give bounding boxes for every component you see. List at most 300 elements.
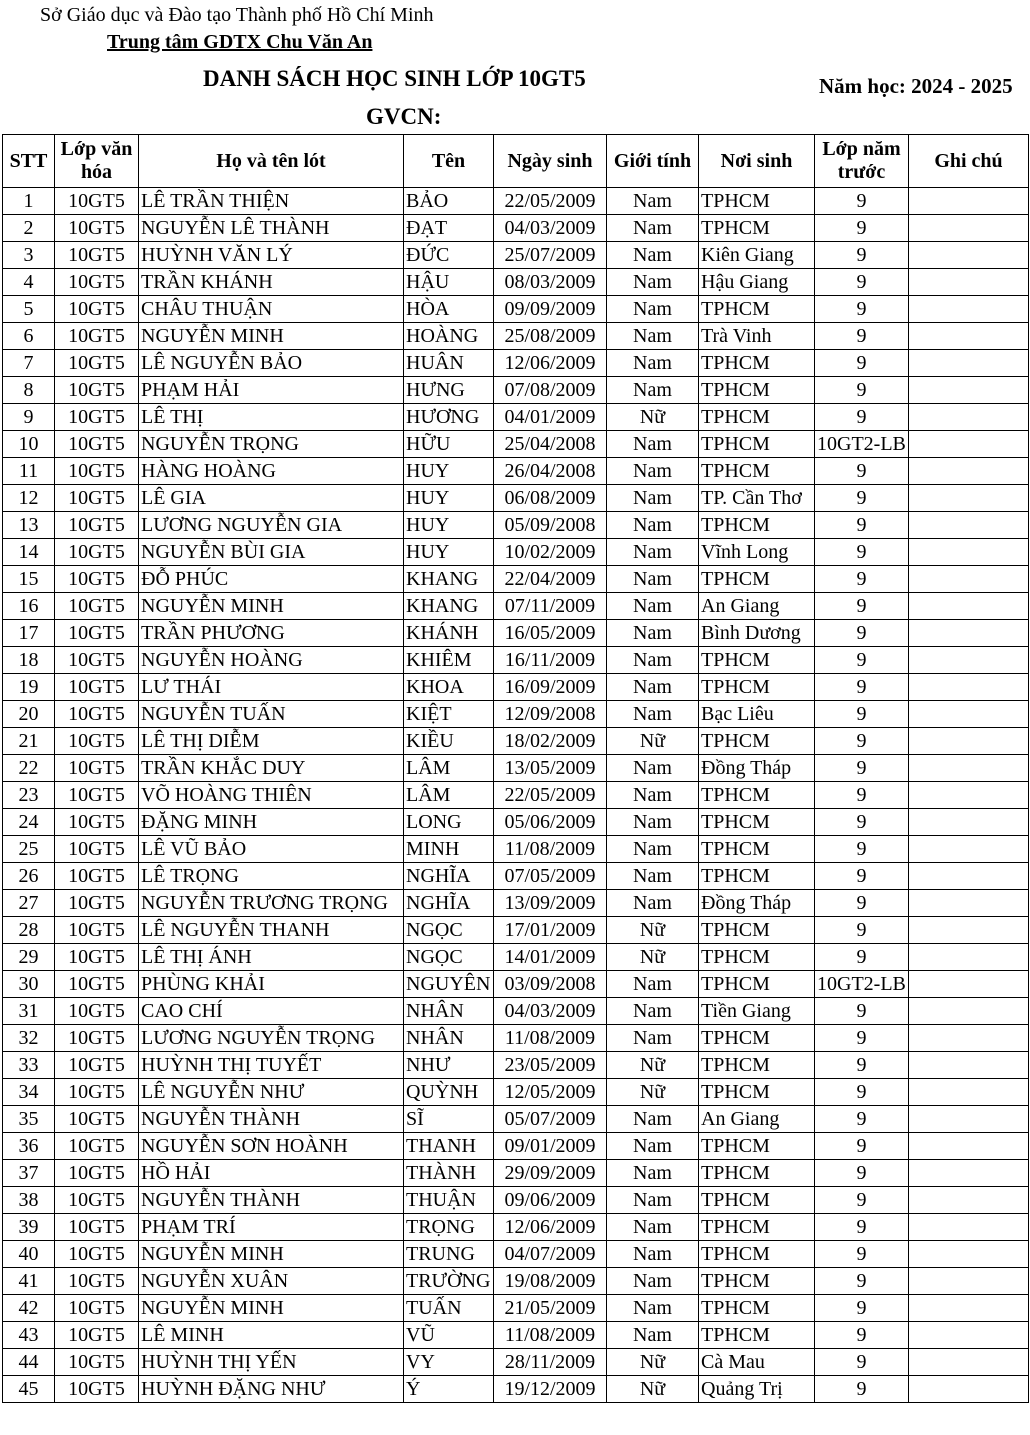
cell-birthplace: Tiền Giang: [699, 998, 815, 1025]
school-year: Năm học: 2024 - 2025: [819, 74, 1013, 98]
cell-gender: Nam: [607, 296, 699, 323]
cell-notes: [909, 701, 1029, 728]
cell-stt: 11: [3, 458, 55, 485]
cell-class: 10GT5: [55, 674, 139, 701]
cell-notes: [909, 323, 1029, 350]
table-row: [3, 458, 1029, 485]
center-name: Trung tâm GDTX Chu Văn An: [107, 31, 373, 53]
cell-class: 10GT5: [55, 1241, 139, 1268]
cell-notes: [909, 728, 1029, 755]
table-row: [3, 404, 1029, 431]
cell-notes: [909, 998, 1029, 1025]
table-row: [3, 188, 1029, 215]
cell-birthplace: TPHCM: [699, 728, 815, 755]
table-row: [3, 836, 1029, 863]
table-row: [3, 242, 1029, 269]
cell-birthplace: Bình Dương: [699, 620, 815, 647]
cell-previous-class: 9: [815, 1376, 909, 1403]
cell-notes: [909, 512, 1029, 539]
table-row: [3, 890, 1029, 917]
cell-gender: Nam: [607, 701, 699, 728]
cell-gender: Nam: [607, 620, 699, 647]
cell-previous-class: 9: [815, 701, 909, 728]
table-body: [3, 188, 1029, 1403]
cell-stt: 9: [3, 404, 55, 431]
cell-notes: [909, 242, 1029, 269]
table-row: [3, 1160, 1029, 1187]
cell-previous-class: 9: [815, 836, 909, 863]
cell-stt: 27: [3, 890, 55, 917]
cell-notes: [909, 1376, 1029, 1403]
table-row: [3, 728, 1029, 755]
table-row: [3, 1295, 1029, 1322]
cell-class: 10GT5: [55, 647, 139, 674]
table-row: [3, 215, 1029, 242]
table-row: [3, 1106, 1029, 1133]
cell-class: 10GT5: [55, 269, 139, 296]
cell-previous-class: 9: [815, 269, 909, 296]
cell-surname: TRẦN KHÁNH: [139, 269, 404, 296]
cell-notes: [909, 1052, 1029, 1079]
cell-surname: ĐỖ PHÚC: [139, 566, 404, 593]
cell-birthplace: TPHCM: [699, 350, 815, 377]
cell-previous-class: 9: [815, 1025, 909, 1052]
cell-notes: [909, 485, 1029, 512]
cell-stt: 38: [3, 1187, 55, 1214]
cell-given-name: HOÀNG: [404, 323, 494, 350]
cell-stt: 28: [3, 917, 55, 944]
cell-previous-class: 9: [815, 296, 909, 323]
cell-surname: LƯƠNG NGUYỄN TRỌNG: [139, 1025, 404, 1052]
cell-birthplace: TPHCM: [699, 1295, 815, 1322]
cell-given-name: HUY: [404, 485, 494, 512]
cell-surname: NGUYỄN THÀNH: [139, 1187, 404, 1214]
cell-stt: 32: [3, 1025, 55, 1052]
cell-birthplace: TPHCM: [699, 809, 815, 836]
cell-birthdate: 19/08/2009: [494, 1268, 607, 1295]
cell-class: 10GT5: [55, 1025, 139, 1052]
cell-notes: [909, 458, 1029, 485]
cell-stt: 13: [3, 512, 55, 539]
cell-birthplace: An Giang: [699, 593, 815, 620]
cell-previous-class: 9: [815, 566, 909, 593]
cell-previous-class: 9: [815, 620, 909, 647]
cell-class: 10GT5: [55, 377, 139, 404]
cell-previous-class: 9: [815, 890, 909, 917]
cell-birthdate: 13/05/2009: [494, 755, 607, 782]
cell-birthplace: An Giang: [699, 1106, 815, 1133]
cell-gender: Nam: [607, 1214, 699, 1241]
table-row: [3, 593, 1029, 620]
cell-stt: 22: [3, 755, 55, 782]
cell-gender: Nam: [607, 323, 699, 350]
cell-gender: Nữ: [607, 1376, 699, 1403]
table-row: [3, 485, 1029, 512]
cell-birthplace: TPHCM: [699, 188, 815, 215]
cell-class: 10GT5: [55, 1079, 139, 1106]
cell-birthdate: 12/09/2008: [494, 701, 607, 728]
cell-class: 10GT5: [55, 539, 139, 566]
cell-given-name: THÀNH: [404, 1160, 494, 1187]
cell-surname: LÊ THỊ: [139, 404, 404, 431]
cell-stt: 2: [3, 215, 55, 242]
cell-stt: 37: [3, 1160, 55, 1187]
cell-notes: [909, 971, 1029, 998]
cell-previous-class: 9: [815, 782, 909, 809]
table-row: [3, 917, 1029, 944]
cell-gender: Nam: [607, 269, 699, 296]
cell-birthdate: 07/05/2009: [494, 863, 607, 890]
cell-given-name: HẬU: [404, 269, 494, 296]
cell-class: 10GT5: [55, 1052, 139, 1079]
cell-birthdate: 16/09/2009: [494, 674, 607, 701]
cell-gender: Nam: [607, 377, 699, 404]
table-row: [3, 566, 1029, 593]
cell-given-name: KHIÊM: [404, 647, 494, 674]
cell-birthdate: 22/05/2009: [494, 782, 607, 809]
cell-birthdate: 11/08/2009: [494, 1322, 607, 1349]
cell-birthplace: TPHCM: [699, 404, 815, 431]
cell-birthdate: 03/09/2008: [494, 971, 607, 998]
cell-notes: [909, 674, 1029, 701]
cell-surname: VÕ HOÀNG THIÊN: [139, 782, 404, 809]
cell-stt: 3: [3, 242, 55, 269]
cell-class: 10GT5: [55, 431, 139, 458]
cell-birthplace: TPHCM: [699, 1187, 815, 1214]
cell-given-name: TRƯỜNG: [404, 1268, 494, 1295]
cell-class: 10GT5: [55, 755, 139, 782]
cell-gender: Nam: [607, 485, 699, 512]
cell-given-name: HƯƠNG: [404, 404, 494, 431]
cell-surname: HUỲNH THỊ YẾN: [139, 1349, 404, 1376]
cell-given-name: NGỌC: [404, 917, 494, 944]
cell-given-name: HUÂN: [404, 350, 494, 377]
cell-surname: CAO CHÍ: [139, 998, 404, 1025]
cell-class: 10GT5: [55, 404, 139, 431]
cell-surname: TRẦN PHƯƠNG: [139, 620, 404, 647]
cell-notes: [909, 350, 1029, 377]
cell-gender: Nam: [607, 1295, 699, 1322]
cell-surname: LƯ THÁI: [139, 674, 404, 701]
table-row: [3, 647, 1029, 674]
cell-birthplace: TPHCM: [699, 1133, 815, 1160]
col-header-surname: Họ và tên lót: [139, 135, 404, 188]
cell-stt: 7: [3, 350, 55, 377]
cell-birthdate: 04/01/2009: [494, 404, 607, 431]
cell-given-name: HƯNG: [404, 377, 494, 404]
cell-given-name: SĨ: [404, 1106, 494, 1133]
cell-birthplace: TPHCM: [699, 458, 815, 485]
cell-previous-class: 9: [815, 539, 909, 566]
cell-given-name: KIỆT: [404, 701, 494, 728]
cell-birthdate: 16/11/2009: [494, 647, 607, 674]
cell-notes: [909, 944, 1029, 971]
cell-stt: 17: [3, 620, 55, 647]
cell-surname: PHẠM TRÍ: [139, 1214, 404, 1241]
cell-notes: [909, 539, 1029, 566]
cell-birthplace: Đồng Tháp: [699, 890, 815, 917]
ministry-name: Sở Giáo dục và Đào tạo Thành phố Hồ Chí Minh: [40, 4, 434, 26]
cell-surname: LÊ TRỌNG: [139, 863, 404, 890]
cell-class: 10GT5: [55, 1322, 139, 1349]
cell-gender: Nam: [607, 1160, 699, 1187]
cell-birthplace: TPHCM: [699, 674, 815, 701]
cell-given-name: ĐẠT: [404, 215, 494, 242]
cell-class: 10GT5: [55, 296, 139, 323]
cell-previous-class: 9: [815, 485, 909, 512]
cell-given-name: MINH: [404, 836, 494, 863]
cell-previous-class: 9: [815, 593, 909, 620]
cell-notes: [909, 1349, 1029, 1376]
cell-previous-class: 9: [815, 998, 909, 1025]
cell-notes: [909, 566, 1029, 593]
cell-birthplace: TP. Cần Thơ: [699, 485, 815, 512]
cell-birthplace: Bạc Liêu: [699, 701, 815, 728]
cell-given-name: ĐỨC: [404, 242, 494, 269]
cell-surname: NGUYỄN BÙI GIA: [139, 539, 404, 566]
cell-notes: [909, 1160, 1029, 1187]
cell-class: 10GT5: [55, 728, 139, 755]
cell-gender: Nam: [607, 1241, 699, 1268]
cell-birthdate: 12/06/2009: [494, 1214, 607, 1241]
cell-birthdate: 14/01/2009: [494, 944, 607, 971]
cell-surname: PHẠM HẢI: [139, 377, 404, 404]
cell-birthplace: TPHCM: [699, 782, 815, 809]
cell-birthplace: Đồng Tháp: [699, 755, 815, 782]
cell-notes: [909, 431, 1029, 458]
cell-notes: [909, 1241, 1029, 1268]
cell-birthdate: 06/08/2009: [494, 485, 607, 512]
cell-birthplace: TPHCM: [699, 836, 815, 863]
cell-given-name: TRỌNG: [404, 1214, 494, 1241]
cell-surname: NGUYỄN MINH: [139, 1295, 404, 1322]
cell-stt: 12: [3, 485, 55, 512]
cell-notes: [909, 809, 1029, 836]
cell-class: 10GT5: [55, 809, 139, 836]
table-row: [3, 755, 1029, 782]
cell-class: 10GT5: [55, 971, 139, 998]
table-row: [3, 1079, 1029, 1106]
cell-gender: Nam: [607, 674, 699, 701]
cell-birthdate: 16/05/2009: [494, 620, 607, 647]
cell-notes: [909, 1133, 1029, 1160]
cell-surname: HUỲNH THỊ TUYẾT: [139, 1052, 404, 1079]
cell-previous-class: 9: [815, 1079, 909, 1106]
cell-given-name: LONG: [404, 809, 494, 836]
cell-birthplace: Hậu Giang: [699, 269, 815, 296]
cell-given-name: KIỀU: [404, 728, 494, 755]
cell-birthdate: 23/05/2009: [494, 1052, 607, 1079]
cell-birthdate: 09/09/2009: [494, 296, 607, 323]
cell-notes: [909, 836, 1029, 863]
cell-stt: 10: [3, 431, 55, 458]
cell-notes: [909, 215, 1029, 242]
cell-given-name: TUẤN: [404, 1295, 494, 1322]
cell-birthplace: TPHCM: [699, 566, 815, 593]
cell-surname: LÊ NGUYỄN BẢO: [139, 350, 404, 377]
cell-surname: CHÂU THUẬN: [139, 296, 404, 323]
cell-stt: 42: [3, 1295, 55, 1322]
cell-birthplace: TPHCM: [699, 971, 815, 998]
table-row: [3, 539, 1029, 566]
cell-birthplace: Kiên Giang: [699, 242, 815, 269]
cell-notes: [909, 269, 1029, 296]
cell-birthdate: 07/11/2009: [494, 593, 607, 620]
cell-birthdate: 09/01/2009: [494, 1133, 607, 1160]
cell-birthdate: 05/09/2008: [494, 512, 607, 539]
cell-gender: Nam: [607, 755, 699, 782]
cell-gender: Nam: [607, 431, 699, 458]
table-row: [3, 1187, 1029, 1214]
cell-class: 10GT5: [55, 458, 139, 485]
col-header-previous-class: Lớp năm trước: [815, 135, 909, 188]
cell-previous-class: 9: [815, 242, 909, 269]
cell-previous-class: 9: [815, 1106, 909, 1133]
cell-class: 10GT5: [55, 566, 139, 593]
cell-birthdate: 11/08/2009: [494, 836, 607, 863]
cell-birthplace: TPHCM: [699, 296, 815, 323]
cell-stt: 35: [3, 1106, 55, 1133]
cell-gender: Nam: [607, 593, 699, 620]
cell-previous-class: 9: [815, 1160, 909, 1187]
cell-birthdate: 25/08/2009: [494, 323, 607, 350]
table-row: [3, 1349, 1029, 1376]
cell-birthdate: 12/06/2009: [494, 350, 607, 377]
cell-stt: 40: [3, 1241, 55, 1268]
cell-surname: LÊ THỊ DIỄM: [139, 728, 404, 755]
cell-birthplace: TPHCM: [699, 1241, 815, 1268]
table-header-row: [3, 135, 1029, 188]
cell-class: 10GT5: [55, 512, 139, 539]
cell-stt: 26: [3, 863, 55, 890]
cell-given-name: QUỲNH: [404, 1079, 494, 1106]
cell-previous-class: 9: [815, 323, 909, 350]
cell-stt: 25: [3, 836, 55, 863]
cell-previous-class: 9: [815, 188, 909, 215]
cell-given-name: LÂM: [404, 782, 494, 809]
cell-gender: Nữ: [607, 404, 699, 431]
cell-given-name: VY: [404, 1349, 494, 1376]
cell-class: 10GT5: [55, 323, 139, 350]
cell-notes: [909, 863, 1029, 890]
cell-class: 10GT5: [55, 1106, 139, 1133]
table-row: [3, 269, 1029, 296]
cell-notes: [909, 647, 1029, 674]
cell-given-name: KHOA: [404, 674, 494, 701]
cell-gender: Nữ: [607, 1079, 699, 1106]
cell-birthdate: 04/07/2009: [494, 1241, 607, 1268]
cell-given-name: KHANG: [404, 593, 494, 620]
cell-birthdate: 21/05/2009: [494, 1295, 607, 1322]
cell-given-name: BẢO: [404, 188, 494, 215]
cell-notes: [909, 296, 1029, 323]
cell-class: 10GT5: [55, 593, 139, 620]
col-header-birthplace: Nơi sinh: [699, 135, 815, 188]
col-header-gender: Giới tính: [607, 135, 699, 188]
cell-surname: LƯƠNG NGUYỄN GIA: [139, 512, 404, 539]
cell-given-name: LÂM: [404, 755, 494, 782]
cell-gender: Nam: [607, 1025, 699, 1052]
cell-gender: Nam: [607, 1133, 699, 1160]
cell-birthplace: TPHCM: [699, 1025, 815, 1052]
cell-birthplace: TPHCM: [699, 1214, 815, 1241]
table-row: [3, 1322, 1029, 1349]
cell-birthdate: 22/04/2009: [494, 566, 607, 593]
cell-previous-class: 9: [815, 350, 909, 377]
cell-birthdate: 26/04/2008: [494, 458, 607, 485]
cell-surname: LÊ TRẦN THIỆN: [139, 188, 404, 215]
cell-notes: [909, 593, 1029, 620]
cell-notes: [909, 1322, 1029, 1349]
cell-stt: 20: [3, 701, 55, 728]
cell-birthdate: 17/01/2009: [494, 917, 607, 944]
cell-class: 10GT5: [55, 782, 139, 809]
cell-birthplace: TPHCM: [699, 377, 815, 404]
table-row: [3, 1025, 1029, 1052]
cell-class: 10GT5: [55, 944, 139, 971]
cell-given-name: NHÂN: [404, 1025, 494, 1052]
cell-surname: LÊ VŨ BẢO: [139, 836, 404, 863]
cell-gender: Nam: [607, 539, 699, 566]
cell-previous-class: 9: [815, 917, 909, 944]
student-list-table: [2, 134, 1029, 1403]
cell-class: 10GT5: [55, 350, 139, 377]
cell-previous-class: 9: [815, 1241, 909, 1268]
cell-class: 10GT5: [55, 1160, 139, 1187]
cell-notes: [909, 1295, 1029, 1322]
cell-stt: 6: [3, 323, 55, 350]
cell-stt: 16: [3, 593, 55, 620]
table-row: [3, 431, 1029, 458]
cell-class: 10GT5: [55, 917, 139, 944]
cell-birthdate: 22/05/2009: [494, 188, 607, 215]
cell-given-name: HÒA: [404, 296, 494, 323]
cell-birthdate: 09/06/2009: [494, 1187, 607, 1214]
cell-birthdate: 05/07/2009: [494, 1106, 607, 1133]
cell-notes: [909, 1268, 1029, 1295]
cell-given-name: NGỌC: [404, 944, 494, 971]
cell-gender: Nam: [607, 998, 699, 1025]
table-row: [3, 1214, 1029, 1241]
table-row: [3, 971, 1029, 998]
cell-class: 10GT5: [55, 188, 139, 215]
table-row: [3, 350, 1029, 377]
cell-class: 10GT5: [55, 215, 139, 242]
table-row: [3, 512, 1029, 539]
cell-gender: Nam: [607, 1322, 699, 1349]
cell-birthplace: TPHCM: [699, 917, 815, 944]
cell-surname: NGUYỄN THÀNH: [139, 1106, 404, 1133]
cell-gender: Nữ: [607, 944, 699, 971]
cell-surname: LÊ NGUYỄN THANH: [139, 917, 404, 944]
cell-notes: [909, 377, 1029, 404]
cell-birthdate: 04/03/2009: [494, 998, 607, 1025]
cell-birthplace: TPHCM: [699, 1052, 815, 1079]
cell-class: 10GT5: [55, 620, 139, 647]
cell-previous-class: 9: [815, 377, 909, 404]
cell-surname: NGUYỄN XUÂN: [139, 1268, 404, 1295]
cell-class: 10GT5: [55, 485, 139, 512]
cell-gender: Nam: [607, 647, 699, 674]
cell-gender: Nam: [607, 1268, 699, 1295]
table-row: [3, 377, 1029, 404]
cell-given-name: HUY: [404, 512, 494, 539]
cell-stt: 23: [3, 782, 55, 809]
cell-surname: LÊ MINH: [139, 1322, 404, 1349]
cell-stt: 31: [3, 998, 55, 1025]
cell-given-name: NHÂN: [404, 998, 494, 1025]
cell-class: 10GT5: [55, 1133, 139, 1160]
